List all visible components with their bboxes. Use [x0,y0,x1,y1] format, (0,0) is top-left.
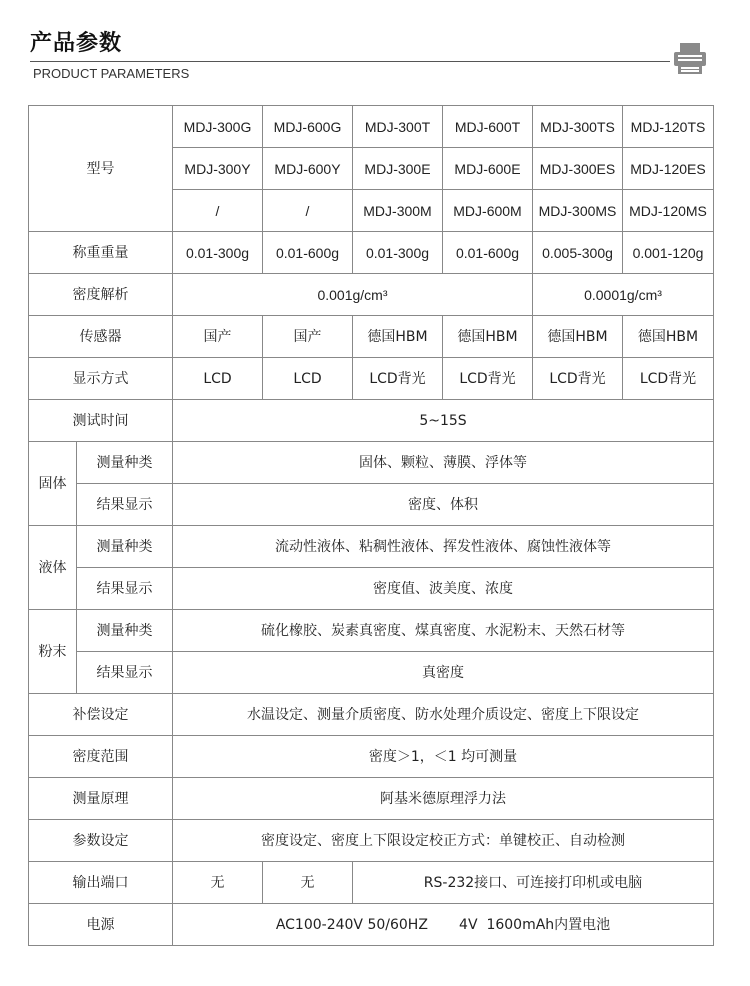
powder-type-value: 硫化橡胶、炭素真密度、煤真密度、水泥粉末、天然石材等 [173,610,714,652]
table-row [29,736,714,778]
model-cell: MDJ-300T [353,106,443,148]
powder-result-value: 真密度 [173,652,714,694]
param-setting-label: 参数设定 [29,820,173,862]
table-row [29,568,714,610]
model-cell: MDJ-120ES [623,148,714,190]
test-time-value: 5~15S [173,400,714,442]
model-cell: / [263,190,353,232]
table-row [29,904,714,946]
model-cell: MDJ-300Y [173,148,263,190]
compensation-value: 水温设定、测量介质密度、防水处理介质设定、密度上下限设定 [173,694,714,736]
model-cell: MDJ-300M [353,190,443,232]
table-row [29,862,714,904]
table-row [29,484,714,526]
output-label: 输出端口 [29,862,173,904]
table-row [29,442,714,484]
table-row [29,232,714,274]
weighing-value: 0.01-300g [353,232,443,274]
sensor-value: 德国HBM [533,316,623,358]
resolution-label: 密度解析 [29,274,173,316]
model-cell: MDJ-300E [353,148,443,190]
table-row [29,694,714,736]
sensor-value: 国产 [173,316,263,358]
model-cell: MDJ-300G [173,106,263,148]
display-value: LCD背光 [443,358,533,400]
display-value: LCD背光 [353,358,443,400]
table-row [29,820,714,862]
sensor-value: 德国HBM [443,316,533,358]
test-time-label: 测试时间 [29,400,173,442]
model-cell: MDJ-120MS [623,190,714,232]
solid-type-value: 固体、颗粒、薄膜、浮体等 [173,442,714,484]
weighing-value: 0.001-120g [623,232,714,274]
liquid-label: 液体 [29,526,77,610]
output-value: 无 [263,862,353,904]
table-row [29,610,714,652]
liquid-result-value: 密度值、波美度、浓度 [173,568,714,610]
solid-type-label: 测量种类 [77,442,173,484]
power-label: 电源 [29,904,173,946]
density-range-value: 密度＞1，＜1 均可测量 [173,736,714,778]
model-cell: / [173,190,263,232]
display-value: LCD [263,358,353,400]
resolution-value: 0.0001g/cm³ [533,274,714,316]
power-value: AC100-240V 50/60HZ 4V 1600mAh内置电池 [173,904,714,946]
model-cell: MDJ-600E [443,148,533,190]
powder-result-label: 结果显示 [77,652,173,694]
weighing-value: 0.01-600g [443,232,533,274]
compensation-label: 补偿设定 [29,694,173,736]
sensor-label: 传感器 [29,316,173,358]
output-value: 无 [173,862,263,904]
table-row [29,106,714,148]
page-title: 产品参数 [30,31,123,56]
solid-result-value: 密度、体积 [173,484,714,526]
model-cell: MDJ-600G [263,106,353,148]
liquid-type-value: 流动性液体、粘稠性液体、挥发性液体、腐蚀性液体等 [173,526,714,568]
table-row [29,526,714,568]
model-cell: MDJ-600T [443,106,533,148]
powder-type-label: 测量种类 [77,610,173,652]
weighing-value: 0.01-600g [263,232,353,274]
model-cell: MDJ-600Y [263,148,353,190]
model-cell: MDJ-600M [443,190,533,232]
display-value: LCD [173,358,263,400]
spec-table [28,105,714,946]
model-cell: MDJ-300ES [533,148,623,190]
param-setting-value: 密度设定、密度上下限设定校正方式：单键校正、自动检测 [173,820,714,862]
weighing-label: 称重重量 [29,232,173,274]
title-divider [30,61,670,62]
model-cell: MDJ-300TS [533,106,623,148]
table-row [29,274,714,316]
table-row [29,652,714,694]
output-value: RS-232接口、可连接打印机或电脑 [353,862,714,904]
table-row [29,358,714,400]
powder-label: 粉末 [29,610,77,694]
weighing-value: 0.005-300g [533,232,623,274]
sensor-value: 国产 [263,316,353,358]
liquid-result-label: 结果显示 [77,568,173,610]
table-row [29,778,714,820]
weighing-value: 0.01-300g [173,232,263,274]
principle-label: 测量原理 [29,778,173,820]
liquid-type-label: 测量种类 [77,526,173,568]
solid-result-label: 结果显示 [77,484,173,526]
table-row [29,316,714,358]
model-cell: MDJ-120TS [623,106,714,148]
model-label: 型号 [29,106,173,232]
principle-value: 阿基米德原理浮力法 [173,778,714,820]
printer-icon [673,41,707,75]
solid-label: 固体 [29,442,77,526]
table-row [29,400,714,442]
density-range-label: 密度范围 [29,736,173,778]
sensor-value: 德国HBM [623,316,714,358]
model-cell: MDJ-300MS [533,190,623,232]
page-subtitle: PRODUCT PARAMETERS [33,66,190,81]
display-value: LCD背光 [533,358,623,400]
sensor-value: 德国HBM [353,316,443,358]
display-label: 显示方式 [29,358,173,400]
display-value: LCD背光 [623,358,714,400]
resolution-value: 0.001g/cm³ [173,274,533,316]
